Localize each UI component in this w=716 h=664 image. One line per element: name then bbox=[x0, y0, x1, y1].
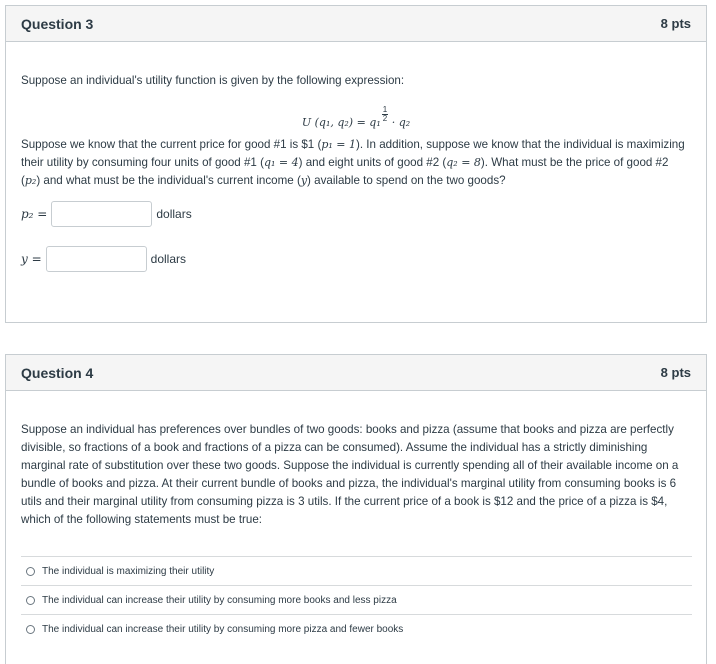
exponent-numerator: 1 bbox=[382, 105, 388, 114]
formula-args: ₁, q₂) = q₁ bbox=[325, 116, 381, 129]
body-math-y: y bbox=[300, 174, 308, 187]
answer-label-p2: p₂ = bbox=[21, 207, 48, 221]
question-3-header bbox=[6, 6, 706, 42]
body-text-4: ). What must be the price of good #2 ( bbox=[21, 156, 669, 187]
question-4-points: 8 pts bbox=[660, 365, 691, 380]
radio-icon[interactable] bbox=[26, 567, 35, 576]
radio-icon[interactable] bbox=[26, 596, 35, 605]
body-text-3: ) and eight units of good #2 ( bbox=[298, 156, 447, 169]
question-3-title: Question 3 bbox=[21, 15, 94, 32]
answer-unit-p2: dollars bbox=[156, 207, 192, 221]
question-4-card bbox=[5, 354, 707, 664]
formula-lhs: U (q bbox=[301, 116, 326, 129]
question-3-card bbox=[5, 5, 707, 323]
option-3[interactable] bbox=[21, 614, 692, 643]
answer-unit-y: dollars bbox=[150, 252, 187, 266]
utility-formula bbox=[6, 106, 706, 129]
option-1-label: The individual is maximizing their utility bbox=[42, 565, 215, 577]
question-3-intro: Suppose an individual's utility function is given by the following expression: bbox=[21, 74, 405, 87]
answer-options bbox=[21, 556, 692, 643]
body-text-1: Suppose we know that the current price for good #1 is $1 ( bbox=[21, 138, 322, 151]
p2-input[interactable] bbox=[51, 201, 152, 227]
option-2-label: The individual can increase their utility by consuming more books and less pizza bbox=[42, 594, 397, 606]
question-4-title: Question 4 bbox=[21, 364, 94, 381]
option-2[interactable] bbox=[21, 585, 692, 614]
option-1[interactable] bbox=[21, 556, 692, 585]
question-3-points: 8 pts bbox=[660, 16, 691, 31]
question-4-body: Suppose an individual has preferences over bundles of two goods: books and pizza (assume that books and pizza are perfectly divisible, so fractions of a book and fractions of a pizza can be consumed). Assume the individual has a strictly diminishing marginal rate of substitution over these two goods. Suppose the individual is currently spending all of their available income on a bundle of books and pizza. At their current bundle of books and pizza, the individual's marginal utility from consuming books is 6 utils and their marginal utility from consuming pizza is 3 utils. If the current price of a book is $12 and the price of a pizza is $4, which of the following statements must be true: bbox=[21, 423, 679, 526]
body-text-5: ) and what must be the individual's current income ( bbox=[36, 174, 301, 187]
answer-label-y: y = bbox=[21, 252, 42, 266]
exponent-denominator: 2 bbox=[382, 114, 388, 123]
option-3-label: The individual can increase their utility by consuming more pizza and fewer books bbox=[42, 623, 404, 635]
question-4-header bbox=[6, 355, 706, 391]
radio-icon[interactable] bbox=[26, 625, 35, 634]
body-math-q1: q₁ = 4 bbox=[263, 156, 299, 169]
answer-row-p2 bbox=[21, 201, 192, 227]
body-math-p1: p₁ = 1 bbox=[321, 138, 356, 151]
question-3-body bbox=[21, 136, 690, 190]
formula-rhs: · q₂ bbox=[388, 116, 411, 129]
body-math-q2: q₂ = 8 bbox=[446, 156, 481, 169]
answer-row-y bbox=[21, 246, 186, 272]
body-text-2: ). In addition, suppose we know that the individual is maximizing their utility by consuming four units of good #1 ( bbox=[21, 138, 685, 169]
y-input[interactable] bbox=[46, 246, 147, 272]
body-math-p2: p₂ bbox=[24, 174, 37, 187]
body-text-6: ) available to spend on the two goods? bbox=[307, 174, 506, 187]
